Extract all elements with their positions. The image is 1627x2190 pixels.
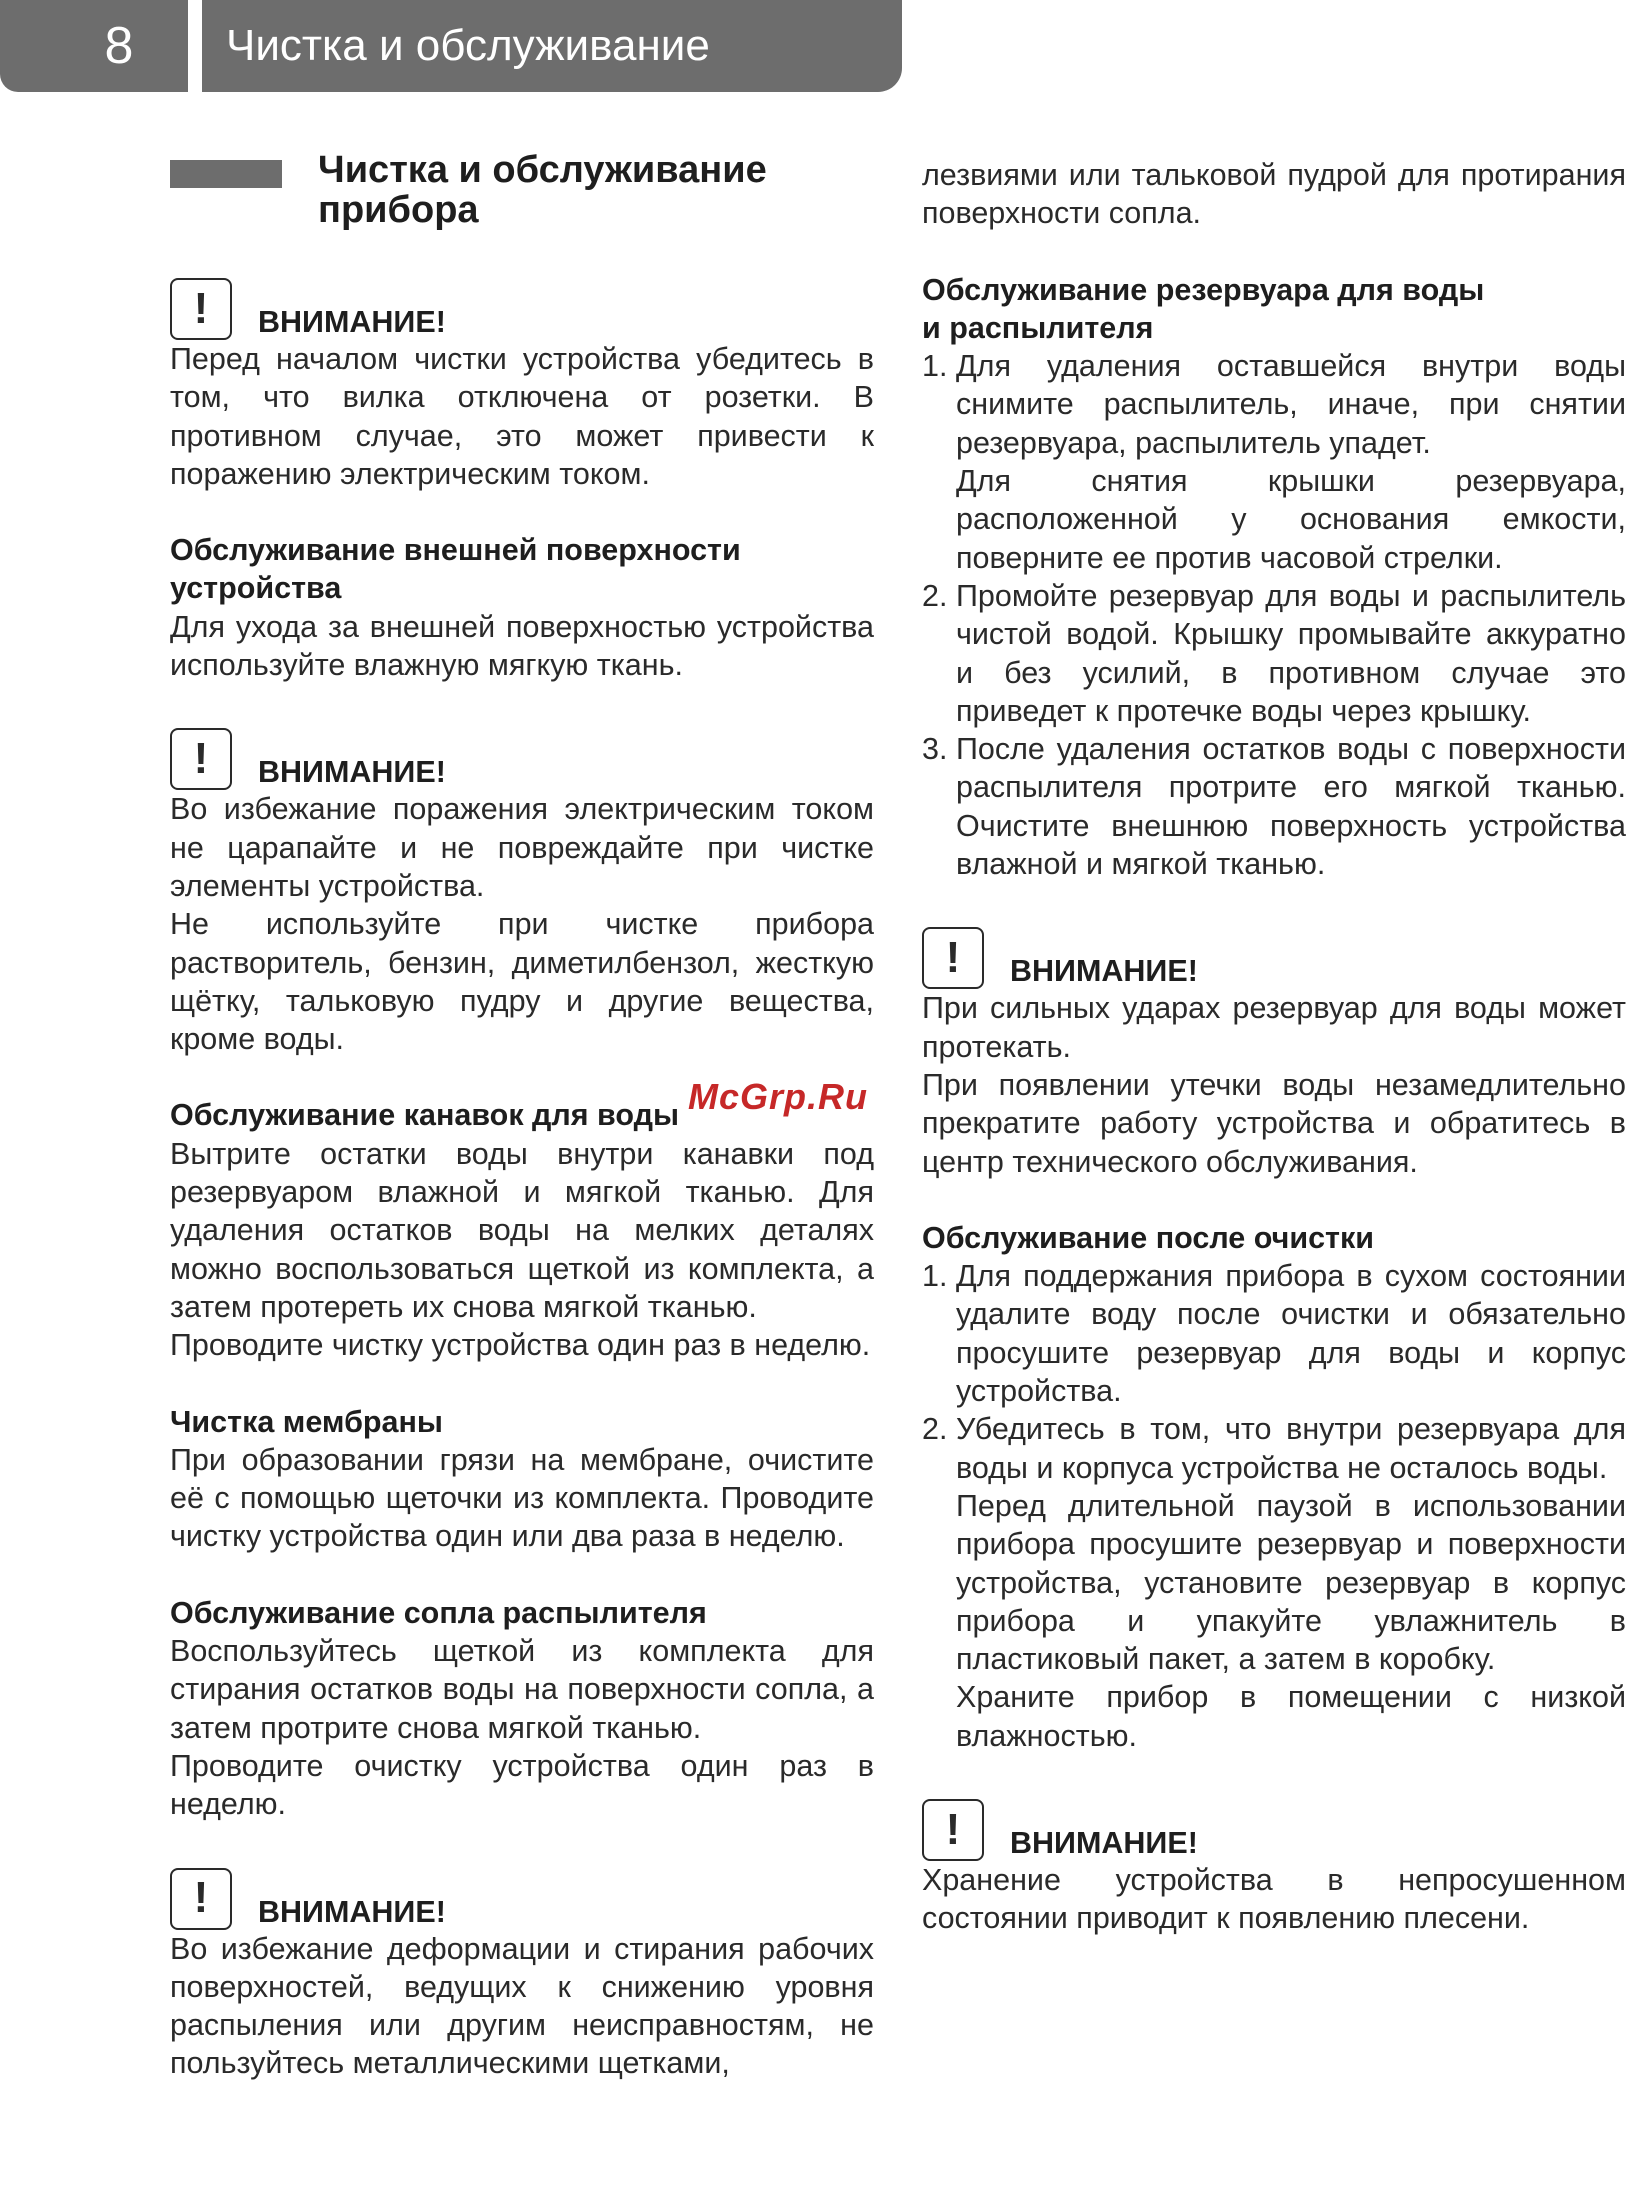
page-title bbox=[318, 150, 767, 230]
list-item: 2. Промойте резервуар для воды и распылитель чистой водой. Крышку промывайте аккуратно и без усилий, в противном случае это приведет к протечке воды через крышку. bbox=[922, 578, 1626, 728]
list-item: 3. После удаления остатков воды с поверхности распылителя протрите его мягкой тканью. Очистите внешнюю поверхность устройства влажной и мягкой тканью. bbox=[922, 732, 1626, 882]
section-heading: Обслуживание после очистки bbox=[922, 1220, 1374, 1255]
exclamation-box-icon: ! bbox=[170, 1868, 232, 1930]
paragraph-continued: лезвиями или тальковой пудрой для протирания поверхности сопла. bbox=[922, 158, 1626, 231]
paragraph: Вытрите остатки воды внутри канавки под резервуаром влажной и мягкой тканью. Для удаления остатков воды на мелких деталях можно воспользоваться щеткой из комплекта, а затем протереть их снова мягкой тканью. bbox=[170, 1136, 874, 1324]
heading-bar-decoration bbox=[170, 160, 282, 188]
exclamation-box-icon: ! bbox=[922, 927, 984, 989]
warning-block bbox=[170, 726, 874, 790]
warning-text: Во избежание поражения электрическим током не царапайте и не повреждайте при чистке элементы устройства. bbox=[170, 792, 874, 903]
warning-block bbox=[922, 1797, 1626, 1861]
list-item: 1. Для поддержания прибора в сухом состоянии удалите воду после очистки и обязательно просушите резервуар для воды и корпус устройства. bbox=[922, 1259, 1626, 1409]
warning-label: ВНИМАНИЕ! bbox=[1010, 1825, 1198, 1860]
warning-text: При сильных ударах резервуар для воды может протекать. bbox=[922, 991, 1626, 1064]
list-item-extra: Перед длительной паузой в использовании прибора просушите резервуар и поверхности устройства, установите резервуар в корпус прибора и упакуйте увлажнитель в пластиковый пакет, а затем в коробку. bbox=[956, 1488, 1626, 1677]
section-heading: Обслуживание сопла распылителя bbox=[170, 1595, 707, 1630]
title-line-1: Чистка и обслуживание bbox=[318, 149, 767, 191]
page-number: 8 bbox=[0, 0, 188, 92]
section-heading: Обслуживание канавок для воды bbox=[170, 1098, 680, 1133]
section-heading: Обслуживание резервуара для воды и распылителя bbox=[922, 272, 1485, 345]
warning-text: Во избежание деформации и стирания рабочих поверхностей, ведущих к снижению уровня распыления или другим неисправностям, не пользуйтесь металлическими щетками, bbox=[170, 1931, 874, 2081]
paragraph: Проводите очистку устройства один раз в неделю. bbox=[170, 1748, 874, 1822]
paragraph: Воспользуйтесь щеткой из комплекта для стирания остатков воды на поверхности сопла, а затем протрите снова мягкой тканью. bbox=[170, 1634, 874, 1745]
warning-text: Не используйте при чистке прибора растворитель, бензин, диметилбензол, жесткую щётку, тальковую пудру и другие вещества, кроме воды. bbox=[170, 907, 874, 1057]
warning-block bbox=[170, 1866, 874, 1930]
paragraph: Проводите чистку устройства один раз в неделю. bbox=[170, 1328, 871, 1363]
section-heading: Обслуживание внешней поверхности устройства bbox=[170, 533, 741, 606]
paragraph: Для ухода за внешней поверхностью устройства используйте влажную мягкую ткань. bbox=[170, 609, 874, 683]
warning-block bbox=[170, 276, 874, 340]
paragraph: При образовании грязи на мембране, очистите её с помощью щеточки из комплекта. Проводите чистку устройства один или два раза в неделю. bbox=[170, 1442, 874, 1554]
watermark: McGrp.Ru bbox=[688, 1076, 869, 1117]
exclamation-box-icon: ! bbox=[922, 1799, 984, 1861]
warning-label: ВНИМАНИЕ! bbox=[258, 1894, 446, 1929]
exclamation-box-icon: ! bbox=[170, 728, 232, 790]
warning-text: Хранение устройства в непросушенном состоянии приводит к появлению плесени. bbox=[922, 1862, 1626, 1936]
section-heading: Чистка мембраны bbox=[170, 1404, 443, 1439]
right-column bbox=[922, 156, 1626, 1938]
warning-text: При появлении утечки воды незамедлительно прекратите работу устройства и обратитесь в центр технического обслуживания. bbox=[922, 1067, 1626, 1179]
warning-text: Перед началом чистки устройства убедитесь в том, что вилка отключена от розетки. В противном случае, это может привести к поражению электрическим током. bbox=[170, 342, 874, 491]
warning-label: ВНИМАНИЕ! bbox=[258, 305, 446, 339]
title-line-2: прибора bbox=[318, 189, 479, 231]
warning-block bbox=[922, 925, 1626, 989]
section-header-title: Чистка и обслуживание bbox=[202, 0, 902, 92]
warning-label: ВНИМАНИЕ! bbox=[1010, 954, 1198, 989]
list-item: 2. Убедитесь в том, что внутри резервуара для воды и корпуса устройства не осталось воды. bbox=[922, 1412, 1626, 1485]
exclamation-box-icon: ! bbox=[170, 278, 232, 340]
list-item-extra: Храните прибор в помещении с низкой влажностью. bbox=[956, 1680, 1626, 1753]
warning-label: ВНИМАНИЕ! bbox=[258, 755, 446, 790]
list-item: 1. Для удаления оставшейся внутри воды снимите распылитель, иначе, при снятии резервуара, распылитель упадет. bbox=[922, 349, 1626, 460]
list-item-extra: Для снятия крышки резервуара, расположенной у основания емкости, поверните ее против часовой стрелки. bbox=[956, 464, 1626, 575]
left-column bbox=[170, 272, 874, 2083]
